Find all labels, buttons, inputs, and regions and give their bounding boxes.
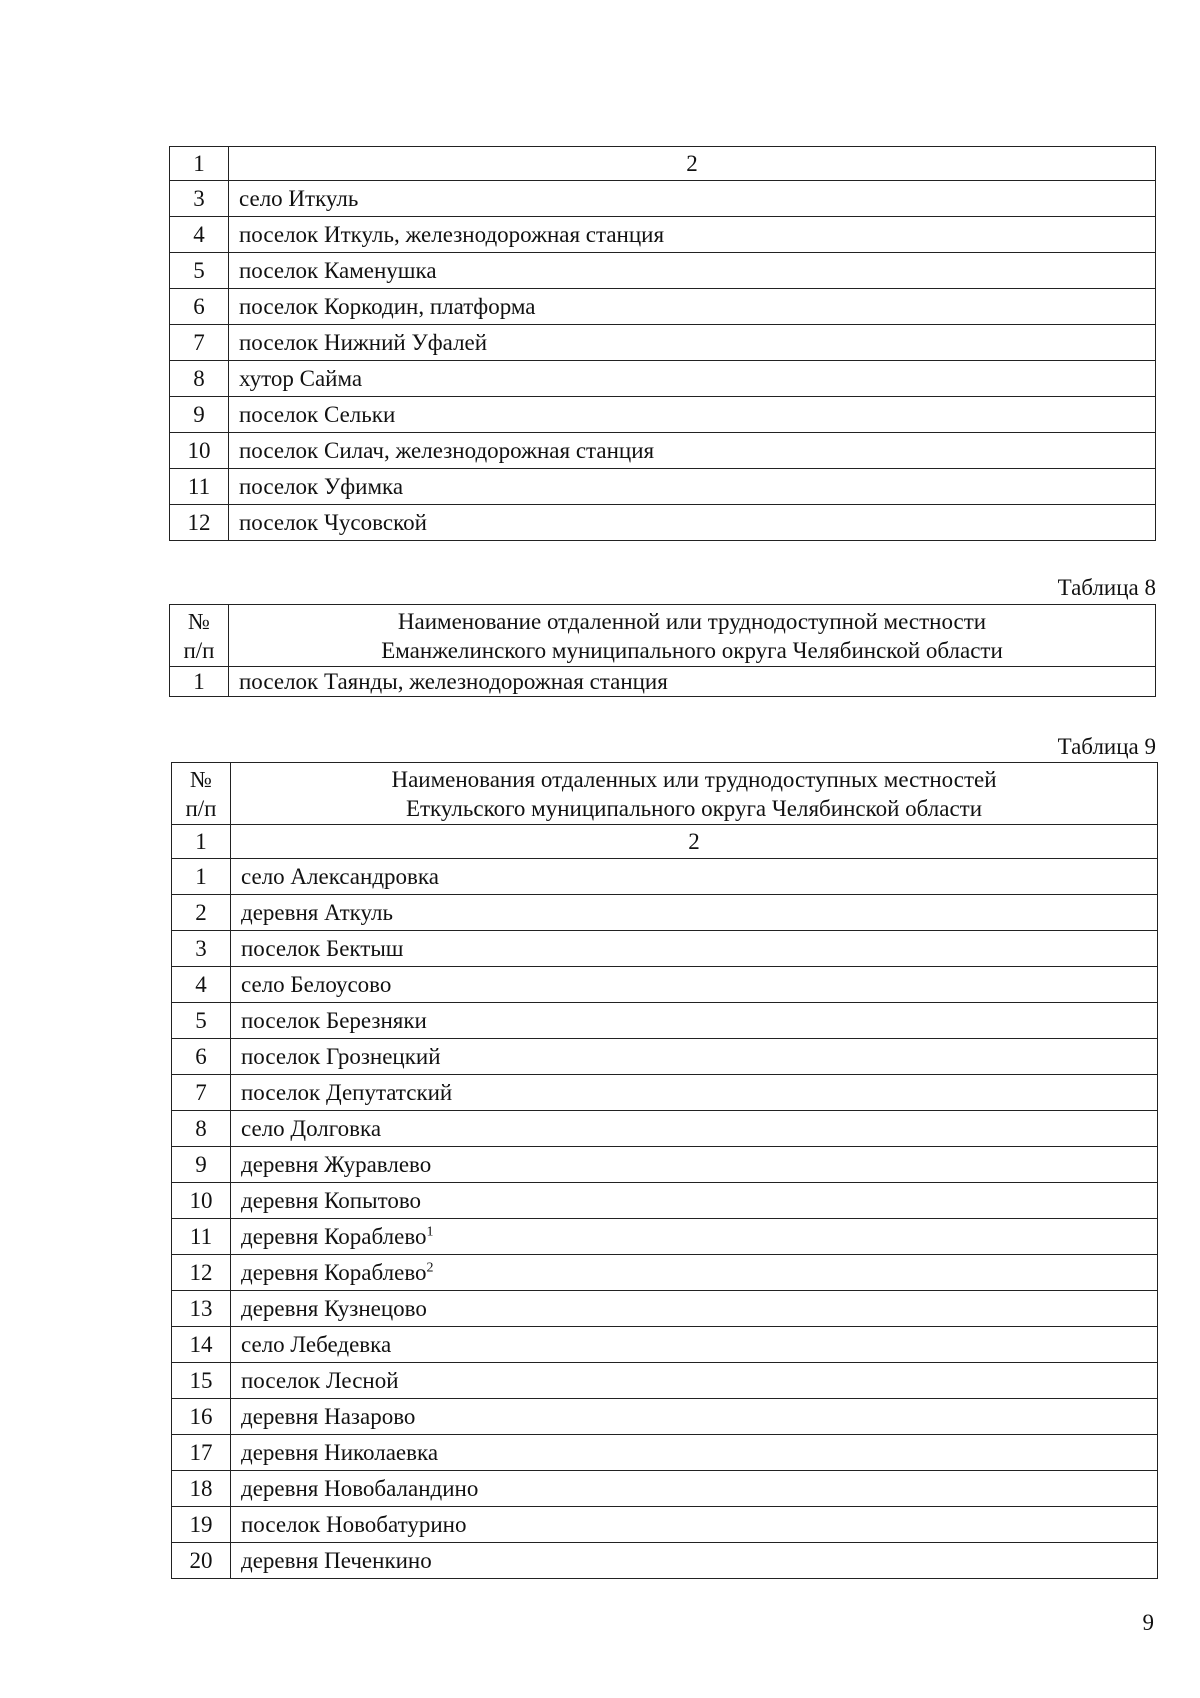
table-8: [169, 604, 1156, 697]
table-row: [170, 505, 1156, 541]
header-number-abbrev: п/п: [185, 795, 217, 821]
locality-name: поселок Грознецкий: [241, 1044, 441, 1069]
row-name-cell: [229, 325, 1156, 361]
locality-name: село Долговка: [241, 1116, 382, 1141]
locality-name: деревня Кораблево: [241, 1224, 427, 1249]
row-name-cell: [231, 1075, 1158, 1111]
table-9-body: [172, 763, 1158, 1579]
table-row: [172, 1363, 1158, 1399]
table-row: [172, 931, 1158, 967]
row-name-cell: [229, 667, 1156, 697]
row-number-cell: 9: [172, 1147, 231, 1183]
table-row: [172, 1039, 1158, 1075]
locality-name: деревня Назарово: [241, 1404, 416, 1429]
row-name-cell: [229, 289, 1156, 325]
row-name-cell: [231, 859, 1158, 895]
row-name-cell: [231, 1111, 1158, 1147]
header-name-line-1: Наименования отдаленных или труднодоступных местностей: [391, 766, 997, 792]
column-number-cell: 1: [170, 147, 229, 181]
row-number-cell: 3: [170, 181, 229, 217]
row-number-cell: 8: [172, 1111, 231, 1147]
locality-name: село Лебедевка: [241, 1332, 392, 1357]
row-number-cell: 9: [170, 397, 229, 433]
table-row: [170, 433, 1156, 469]
table-row: [170, 217, 1156, 253]
footnote-mark: 2: [426, 1260, 434, 1276]
row-name-cell: [231, 895, 1158, 931]
row-name-cell: [231, 1399, 1158, 1435]
row-name-cell: [231, 931, 1158, 967]
locality-name: поселок Коркодин, платформа: [239, 294, 536, 319]
table-row: [170, 253, 1156, 289]
table-row: [170, 325, 1156, 361]
row-number-cell: 20: [172, 1543, 231, 1579]
table-row: [172, 1507, 1158, 1543]
table-row: [172, 1399, 1158, 1435]
continuation-table: [169, 146, 1156, 541]
locality-name: поселок Бектыш: [241, 936, 404, 961]
column-number-cell: 2: [229, 147, 1156, 181]
locality-name: село Белоусово: [241, 972, 392, 997]
locality-name: поселок Чусовской: [239, 510, 427, 535]
row-number-cell: 10: [170, 433, 229, 469]
row-name-cell: [231, 1471, 1158, 1507]
locality-name: поселок Березняки: [241, 1008, 427, 1033]
locality-name: деревня Новобаландино: [241, 1476, 479, 1501]
row-number-cell: 8: [170, 361, 229, 397]
locality-name: поселок Таянды, железнодорожная станция: [239, 669, 668, 694]
locality-name: деревня Кузнецово: [241, 1296, 427, 1321]
row-name-cell: [231, 1327, 1158, 1363]
row-name-cell: [231, 1291, 1158, 1327]
row-number-cell: 1: [172, 859, 231, 895]
table-header-row: [170, 605, 1156, 667]
locality-name: поселок Уфимка: [239, 474, 404, 499]
row-name-cell: [229, 253, 1156, 289]
locality-name: поселок Новобатурино: [241, 1512, 467, 1537]
header-name-line-2: Еткульского муниципального округа Челябинской области: [405, 795, 983, 821]
row-number-cell: 12: [172, 1255, 231, 1291]
row-number-cell: 18: [172, 1471, 231, 1507]
header-number-symbol: №: [190, 766, 212, 792]
table-row: [172, 859, 1158, 895]
table-row: [170, 289, 1156, 325]
table-row: [172, 1435, 1158, 1471]
table-row: [172, 1111, 1158, 1147]
locality-name: деревня Николаевка: [241, 1440, 439, 1465]
row-number-cell: 12: [170, 505, 229, 541]
header-name-line-1: Наименование отдаленной или труднодоступной местности: [397, 608, 987, 634]
row-number-cell: 14: [172, 1327, 231, 1363]
row-name-cell: [231, 1039, 1158, 1075]
row-number-cell: 7: [170, 325, 229, 361]
locality-name: хутор Сайма: [239, 366, 363, 391]
row-number-cell: 6: [172, 1039, 231, 1075]
row-number-cell: 19: [172, 1507, 231, 1543]
header-number-cell: [170, 605, 229, 667]
table-header-row: [172, 763, 1158, 825]
locality-name: деревня Аткуль: [241, 900, 393, 925]
locality-name: село Иткуль: [239, 186, 359, 211]
row-name-cell: [231, 1183, 1158, 1219]
header-name-line-2: Еманжелинского муниципального округа Челябинской области: [381, 637, 1003, 663]
row-number-cell: 6: [170, 289, 229, 325]
locality-name: поселок Лесной: [241, 1368, 399, 1393]
column-number-row: [170, 147, 1156, 181]
locality-name: поселок Нижний Уфалей: [239, 330, 488, 355]
locality-name: поселок Сельки: [239, 402, 396, 427]
locality-name: поселок Силач, железнодорожная станция: [239, 438, 655, 463]
row-number-cell: 2: [172, 895, 231, 931]
row-number-cell: 3: [172, 931, 231, 967]
row-name-cell: [229, 505, 1156, 541]
row-number-cell: 4: [170, 217, 229, 253]
table-row: [172, 1183, 1158, 1219]
footnote-mark: 1: [426, 1224, 434, 1240]
table-row: [170, 469, 1156, 505]
table-row: [170, 397, 1156, 433]
row-number-cell: 1: [170, 667, 229, 697]
row-name-cell: [231, 1255, 1158, 1291]
header-number-symbol: №: [188, 608, 210, 634]
table-row: [170, 181, 1156, 217]
continuation-table-body: [170, 147, 1156, 541]
table-row: [172, 1219, 1158, 1255]
row-number-cell: 16: [172, 1399, 231, 1435]
table-9-caption: Таблица 9: [1057, 734, 1156, 759]
table-row: [172, 1543, 1158, 1579]
column-number-cell: 1: [172, 825, 231, 859]
table-row: [172, 1003, 1158, 1039]
table-8-caption: Таблица 8: [1057, 575, 1156, 600]
table-row: [172, 1471, 1158, 1507]
table-row: [172, 895, 1158, 931]
row-number-cell: 11: [172, 1219, 231, 1255]
table-row: [172, 1147, 1158, 1183]
table-row: [172, 1255, 1158, 1291]
row-number-cell: 10: [172, 1183, 231, 1219]
row-number-cell: 5: [170, 253, 229, 289]
row-name-cell: [231, 1219, 1158, 1255]
table-row: [172, 1291, 1158, 1327]
table-row: [172, 1327, 1158, 1363]
locality-name: село Александровка: [241, 864, 439, 889]
row-name-cell: [229, 433, 1156, 469]
table-row: [170, 361, 1156, 397]
locality-name: деревня Журавлево: [241, 1152, 432, 1177]
row-number-cell: 7: [172, 1075, 231, 1111]
locality-name: поселок Иткуль, железнодорожная станция: [239, 222, 665, 247]
table-row: [170, 667, 1156, 697]
row-name-cell: [229, 469, 1156, 505]
row-name-cell: [231, 1003, 1158, 1039]
table-8-body: [170, 605, 1156, 697]
row-name-cell: [231, 1363, 1158, 1399]
column-number-cell: 2: [231, 825, 1158, 859]
locality-name: деревня Копытово: [241, 1188, 422, 1213]
header-number-cell: [172, 763, 231, 825]
row-number-cell: 15: [172, 1363, 231, 1399]
locality-name: деревня Кораблево: [241, 1260, 427, 1285]
row-number-cell: 4: [172, 967, 231, 1003]
page-number: 9: [1142, 1610, 1154, 1635]
row-name-cell: [229, 217, 1156, 253]
row-name-cell: [229, 397, 1156, 433]
row-number-cell: 13: [172, 1291, 231, 1327]
locality-name: поселок Каменушка: [239, 258, 437, 283]
row-number-cell: 5: [172, 1003, 231, 1039]
header-name-cell: [231, 763, 1158, 825]
row-name-cell: [231, 1507, 1158, 1543]
row-name-cell: [231, 967, 1158, 1003]
row-name-cell: [229, 181, 1156, 217]
row-name-cell: [229, 361, 1156, 397]
locality-name: деревня Печенкино: [241, 1548, 432, 1573]
row-number-cell: 11: [170, 469, 229, 505]
row-name-cell: [231, 1435, 1158, 1471]
column-number-row: [172, 825, 1158, 859]
row-name-cell: [231, 1543, 1158, 1579]
header-name-cell: [229, 605, 1156, 667]
header-number-abbrev: п/п: [183, 637, 215, 663]
row-name-cell: [231, 1147, 1158, 1183]
locality-name: поселок Депутатский: [241, 1080, 453, 1105]
table-row: [172, 1075, 1158, 1111]
row-number-cell: 17: [172, 1435, 231, 1471]
table-row: [172, 967, 1158, 1003]
table-9: [171, 762, 1158, 1579]
